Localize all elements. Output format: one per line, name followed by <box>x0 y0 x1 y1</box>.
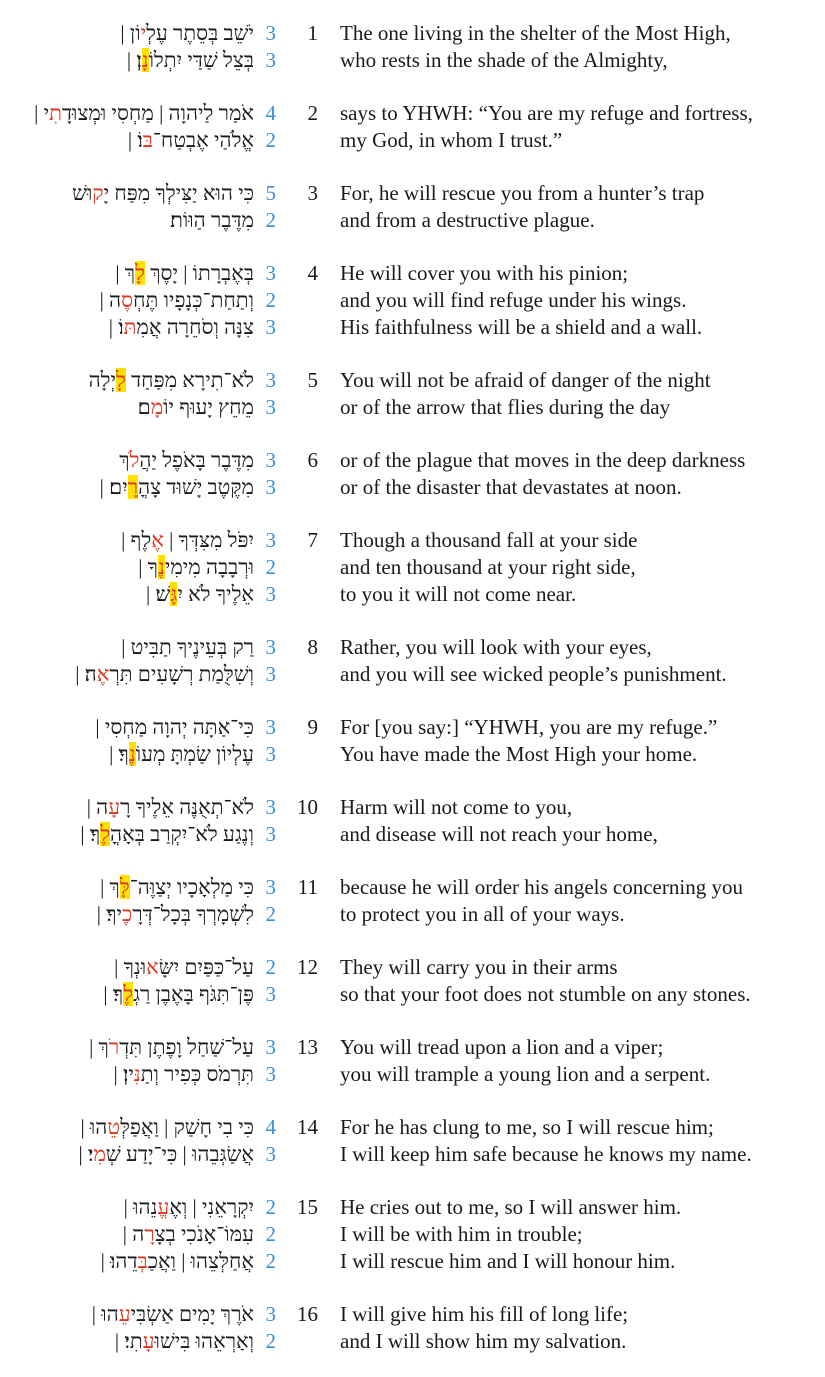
hebrew-segment: ךְ | <box>100 875 120 899</box>
stress-count: 3 <box>265 982 276 1006</box>
stressed-syllable: תִ <box>49 101 62 125</box>
english-translation: you will trample a young lion and a serpent. <box>340 1062 711 1086</box>
verse-block <box>0 20 825 74</box>
verse-number <box>276 474 318 501</box>
verse-block <box>0 714 825 768</box>
hebrew-text <box>0 1301 254 1328</box>
english-translation: I will keep him safe because he knows my name. <box>340 1142 752 1166</box>
verse-number: 12 <box>297 955 318 979</box>
hebrew-text <box>0 714 254 741</box>
hebrew-segment: ן׃ | <box>126 48 142 72</box>
stress-count: 3 <box>265 795 276 819</box>
verse-line <box>0 821 825 848</box>
english-translation: who rests in the shade of the Almighty, <box>340 48 668 72</box>
verse-number <box>276 1141 318 1168</box>
verse-number: 10 <box>297 795 318 819</box>
verse-line <box>0 1221 825 1248</box>
hebrew-text <box>0 901 254 928</box>
stress-count: 3 <box>265 715 276 739</box>
verse-block <box>0 260 825 341</box>
hebrew-segment: י׃ | <box>78 1142 94 1166</box>
verse-line <box>0 260 825 287</box>
hebrew-segment: עֶלְיוֹן שַׂמְתָּ מְעוֹ <box>135 742 254 766</box>
verse-line <box>0 901 825 928</box>
stressed-syllable: נֶ <box>157 555 165 579</box>
stressed-syllable: לָ <box>135 261 145 285</box>
stress-count: 3 <box>265 582 276 606</box>
english-translation: or of the arrow that flies during the day <box>340 395 671 419</box>
hebrew-segment: מִדֶּבֶר הַוּוֹת׃ <box>170 208 254 232</box>
stressed-syllable: תּ <box>123 315 137 339</box>
english-translation: says to YHWH: “You are my refuge and fortress, <box>340 101 753 125</box>
english-translation: For [you say:] “YHWH, you are my refuge.” <box>340 715 718 739</box>
stressed-syllable: נֶ <box>128 742 136 766</box>
english-translation: and disease will not reach your home, <box>340 822 658 846</box>
verse-number: 15 <box>297 1195 318 1219</box>
hebrew-segment: יִפֹּל מִצִּדְּךָ | <box>163 528 254 552</box>
hebrew-segment: לֹא־תְאֻנֶּה אֵלֶיךָ רָ <box>120 795 254 819</box>
stress-count: 3 <box>265 368 276 392</box>
stressed-syllable: טֵ <box>107 1115 121 1139</box>
verse-line <box>0 394 825 421</box>
english-translation: because he will order his angels concerning you <box>340 875 743 899</box>
english-translation: The one living in the shelter of the Most High, <box>340 21 731 45</box>
hebrew-text <box>0 1034 254 1061</box>
verse-number <box>276 741 318 768</box>
verse-number: 9 <box>307 715 318 739</box>
hebrew-segment: כִּי־אַתָּה יְהוָה מַחְסִי | <box>95 715 254 739</box>
verse-line <box>0 714 825 741</box>
verse-line <box>0 180 825 207</box>
hebrew-segment: עַל־שַׁחַל וָפֶתֶן תִּדְ <box>119 1035 254 1059</box>
hebrew-text <box>0 1248 254 1275</box>
verse-line <box>0 874 825 901</box>
english-translation: You will tread upon a lion and a viper; <box>340 1035 664 1059</box>
hebrew-segment: וֹן | <box>120 21 141 45</box>
verse-block <box>0 1034 825 1088</box>
hebrew-segment: בְּצֵל שַׁדַּי יִתְלוֹ <box>148 48 254 72</box>
hebrew-segment: וּשׁ <box>72 181 93 205</box>
verse-block <box>0 874 825 928</box>
verse-number: 3 <box>307 181 318 205</box>
hebrew-text <box>0 260 254 287</box>
hebrew-segment: וּרְבָבָה מִימִי <box>164 555 254 579</box>
hebrew-segment: ךָ | <box>138 555 158 579</box>
verse-line <box>0 981 825 1008</box>
hebrew-text <box>0 1141 254 1168</box>
hebrew-segment: ךְ | <box>115 261 136 285</box>
verse-number: 8 <box>307 635 318 659</box>
english-translation: my God, in whom I trust.” <box>340 128 563 152</box>
hebrew-text <box>0 954 254 981</box>
hebrew-text <box>0 1194 254 1221</box>
english-translation: and you will see wicked people’s punishment. <box>340 662 727 686</box>
stressed-syllable: י <box>140 21 147 45</box>
hebrew-segment: אֹמַר לַיהוָה | מַחְסִי וּמְצוּדָ <box>61 101 254 125</box>
hebrew-segment: צִנָּה וְסֹחֵרָה אֲמִ <box>136 315 254 339</box>
verse-number: 1 <box>307 21 318 45</box>
english-translation: He will cover you with his pinion; <box>340 261 629 285</box>
english-translation: or of the disaster that devastates at noon. <box>340 475 682 499</box>
hebrew-segment: ךְ <box>119 448 130 472</box>
hebrew-text <box>0 394 254 421</box>
hebrew-text <box>0 527 254 554</box>
verse-number: 6 <box>307 448 318 472</box>
stress-count: 2 <box>265 1222 276 1246</box>
verse-block <box>0 954 825 1008</box>
stressed-syllable: סֶ <box>121 288 134 312</box>
stressed-syllable: לָּ <box>119 875 130 899</box>
verse-line <box>0 1194 825 1221</box>
hebrew-segment: יךָ׃ | <box>96 902 123 926</box>
stressed-syllable: אֶ <box>96 662 110 686</box>
hebrew-segment: מִדֶּבֶר בָּאֹפֶל יַהֲ <box>139 448 254 472</box>
verse-number <box>276 554 318 581</box>
hebrew-text <box>0 554 254 581</box>
hebrew-segment: ה | <box>122 1222 145 1246</box>
hebrew-segment: יֹשֵׁב בְּסֵתֶר עֶלְ <box>146 21 254 45</box>
hebrew-segment: שׁ׃ | <box>146 582 171 606</box>
stress-count: 3 <box>265 395 276 419</box>
verse-line <box>0 367 825 394</box>
verse-line <box>0 447 825 474</box>
hebrew-segment: ה׃ | <box>75 662 97 686</box>
hebrew-segment: וְאַרְאֵהוּ בִּישׁוּ <box>154 1329 254 1353</box>
verse-block <box>0 794 825 848</box>
stress-count: 2 <box>265 1329 276 1353</box>
stress-count: 3 <box>265 315 276 339</box>
stress-count: 3 <box>265 261 276 285</box>
hebrew-segment: אֲשַׂגְּבֵהוּ | כִּי־יָדַע שְׁ <box>105 1142 254 1166</box>
verse-number <box>276 394 318 421</box>
hebrew-segment: נֵהוּ | <box>123 1195 158 1219</box>
stressed-syllable: רֹ <box>108 1035 120 1059</box>
verse-number <box>276 581 318 608</box>
hebrew-text <box>0 821 254 848</box>
verse-number: 2 <box>307 101 318 125</box>
verse-line <box>0 1248 825 1275</box>
stressed-syllable: א <box>146 955 159 979</box>
hebrew-text <box>0 874 254 901</box>
hebrew-text <box>0 981 254 1008</box>
verse-line <box>0 954 825 981</box>
verse-number <box>276 1061 318 1088</box>
stress-count: 3 <box>265 448 276 472</box>
verse-number <box>276 287 318 314</box>
stressed-syllable: עֱ <box>157 1195 170 1219</box>
verse-line <box>0 661 825 688</box>
verse-number <box>276 981 318 1008</box>
hebrew-segment: ין׃ | <box>113 1062 134 1086</box>
verse-number: 4 <box>307 261 318 285</box>
hebrew-segment: תִי׃ | <box>114 1329 143 1353</box>
verse-line <box>0 1328 825 1355</box>
verse-number: 11 <box>297 875 318 899</box>
english-translation: Though a thousand fall at your side <box>340 528 638 552</box>
english-translation: I will give him his fill of long life; <box>340 1302 629 1326</box>
english-translation: or of the plague that moves in the deep darkness <box>340 448 746 472</box>
stressed-syllable: כֶ <box>122 902 133 926</box>
hebrew-segment: וֹ׃ | <box>127 128 143 152</box>
hebrew-segment: דֵהוּ׃ | <box>100 1249 138 1273</box>
verse-block <box>0 1194 825 1275</box>
stressed-syllable: לָ <box>115 368 126 392</box>
verse-line <box>0 127 825 154</box>
hebrew-segment: וְשִׁלֻּמַת רְשָׁעִים תִּרְ <box>109 662 254 686</box>
hebrew-text <box>0 634 254 661</box>
hebrew-segment: אֹרֶךְ יָמִים אַשְׂבִּי <box>130 1302 254 1326</box>
stress-count: 3 <box>265 475 276 499</box>
stress-count: 2 <box>265 1249 276 1273</box>
english-translation: I will be with him in trouble; <box>340 1222 583 1246</box>
stressed-syllable: עֵ <box>118 1302 131 1326</box>
stressed-syllable: גָּ <box>170 582 178 606</box>
verse-line <box>0 47 825 74</box>
english-translation: I will rescue him and I will honour him. <box>340 1249 676 1273</box>
stress-count: 2 <box>265 208 276 232</box>
hebrew-segment: ךָ׃ | <box>80 822 101 846</box>
english-translation: For, he will rescue you from a hunter’s trap <box>340 181 705 205</box>
verse-block <box>0 527 825 608</box>
verse-line <box>0 1301 825 1328</box>
verse-line <box>0 1034 825 1061</box>
verse-line <box>0 20 825 47</box>
verse-block <box>0 180 825 234</box>
hebrew-segment: בְּאֶבְרָתוֹ | יָסֶךְ <box>144 261 254 285</box>
english-translation: and I will show him my salvation. <box>340 1329 627 1353</box>
hebrew-segment: מֵחֵץ יָעוּף יוֹ <box>163 395 254 419</box>
english-translation: Rather, you will look with your eyes, <box>340 635 652 659</box>
stressed-syllable: בְּ <box>137 1249 148 1273</box>
verse-number: 7 <box>307 528 318 552</box>
verse-line <box>0 1061 825 1088</box>
stressed-syllable: עָ <box>142 1329 155 1353</box>
stress-count: 2 <box>265 128 276 152</box>
hebrew-segment: כִּי הוּא יַצִּילְךָ מִפַּח יָ <box>103 181 254 205</box>
stress-count: 3 <box>265 48 276 72</box>
hebrew-segment: יִקְרָאֵנִי | וְאֶ <box>169 1195 254 1219</box>
hebrew-segment: כִּי בִי חָשַׁק | וַאֲפַלְּ <box>120 1115 254 1139</box>
verse-number <box>276 821 318 848</box>
english-translation: to you it will not come near. <box>340 582 577 606</box>
verse-number <box>276 1248 318 1275</box>
hebrew-segment: עִמּוֹ־אָנֹכִי בְצָ <box>154 1222 254 1246</box>
hebrew-text <box>0 741 254 768</box>
hebrew-text <box>0 100 254 127</box>
stress-count: 2 <box>265 288 276 312</box>
hebrew-segment: לִשְׁמָרְךָ בְּכָל־דְּרָ <box>132 902 254 926</box>
stress-count: 3 <box>265 1142 276 1166</box>
verse-block <box>0 634 825 688</box>
stressed-syllable: אֶ <box>151 528 164 552</box>
hebrew-segment: ה | <box>86 795 109 819</box>
verse-line <box>0 794 825 821</box>
verse-line <box>0 287 825 314</box>
stress-count: 2 <box>265 955 276 979</box>
hebrew-segment: אֲחַלְּצֵהוּ | וַאֲכַ <box>147 1249 254 1273</box>
verse-line <box>0 581 825 608</box>
english-translation: You have made the Most High your home. <box>340 742 698 766</box>
english-translation: and from a destructive plague. <box>340 208 595 232</box>
verse-number <box>276 1221 318 1248</box>
hebrew-segment: הוּ | <box>80 1115 108 1139</box>
verse-line <box>0 314 825 341</box>
english-translation: so that your foot does not stumble on any stones. <box>340 982 751 1006</box>
verse-number <box>276 207 318 234</box>
verse-number: 14 <box>297 1115 318 1139</box>
stressed-syllable: עָ <box>108 795 121 819</box>
english-translation: Harm will not come to you, <box>340 795 573 819</box>
stress-count: 3 <box>265 1302 276 1326</box>
stressed-syllable: מִ <box>93 1142 106 1166</box>
stress-count: 3 <box>265 21 276 45</box>
hebrew-text <box>0 20 254 47</box>
stress-count: 2 <box>265 555 276 579</box>
english-translation: to protect you in all of your ways. <box>340 902 625 926</box>
stressed-syllable: נָ <box>141 48 149 72</box>
hebrew-segment: כִּי מַלְאָכָיו יְצַוֶּה־ <box>129 875 254 899</box>
stressed-syllable: בּ <box>142 128 153 152</box>
hebrew-text <box>0 447 254 474</box>
hebrew-text <box>0 581 254 608</box>
hebrew-segment: וּנְךָ | <box>114 955 147 979</box>
stressed-syllable: נִּ <box>133 1062 141 1086</box>
verse-number <box>276 901 318 928</box>
hebrew-segment: וְתַחַת־כְּנָפָיו תֶּחְ <box>133 288 254 312</box>
verse-line <box>0 554 825 581</box>
hebrew-segment: הוּ | <box>91 1302 119 1326</box>
stress-count: 4 <box>265 1115 276 1139</box>
hebrew-segment: אֱלֹהַי אֶבְטַח־ <box>152 128 254 152</box>
hebrew-text <box>0 367 254 394</box>
stress-count: 5 <box>265 181 276 205</box>
hebrew-segment: לֹא־תִירָא מִפַּחַד <box>125 368 254 392</box>
verse-number <box>276 127 318 154</box>
stress-count: 3 <box>265 875 276 899</box>
hebrew-segment: עַל־כַּפַּיִם יִשָּׂ <box>158 955 254 979</box>
verse-line <box>0 527 825 554</box>
hebrew-segment: לֶף | <box>121 528 152 552</box>
hebrew-segment: פֶּן־תִּגֹּף בָּאֶבֶן רַגְ <box>133 982 254 1006</box>
hebrew-text <box>0 661 254 688</box>
stress-count: 3 <box>265 1035 276 1059</box>
english-translation: They will carry you in their arms <box>340 955 618 979</box>
english-translation: His faithfulness will be a shield and a wall. <box>340 315 703 339</box>
stress-count: 3 <box>265 742 276 766</box>
hebrew-text <box>0 287 254 314</box>
hebrew-segment: ם׃ <box>137 395 151 419</box>
hebrew-segment: מִקֶּטֶב יָשׁוּד צָהֳ <box>138 475 254 499</box>
hebrew-segment: וֹ׃ | <box>108 315 124 339</box>
stress-count: 2 <box>265 1195 276 1219</box>
hebrew-text <box>0 1114 254 1141</box>
verse-block <box>0 1114 825 1168</box>
stress-count: 3 <box>265 635 276 659</box>
english-translation: and you will find refuge under his wings. <box>340 288 687 312</box>
hebrew-segment: ה | <box>99 288 122 312</box>
hebrew-segment: תִּרְמֹס כְּפִיר וְתַ <box>140 1062 254 1086</box>
hebrew-segment: יִם׃ | <box>99 475 128 499</box>
stressed-syllable: מָ <box>150 395 164 419</box>
verse-line <box>0 1141 825 1168</box>
verse-line <box>0 474 825 501</box>
hebrew-segment: ךָ׃ | <box>103 982 124 1006</box>
stress-count: 4 <box>265 101 276 125</box>
hebrew-text <box>0 180 254 207</box>
verse-block <box>0 100 825 154</box>
stressed-syllable: ק <box>92 181 104 205</box>
stressed-syllable: לֹ <box>129 448 140 472</box>
english-translation: For he has clung to me, so I will rescue him; <box>340 1115 714 1139</box>
stressed-syllable: רָ <box>127 475 139 499</box>
stress-count: 3 <box>265 662 276 686</box>
hebrew-text <box>0 1061 254 1088</box>
verse-block <box>0 367 825 421</box>
stressed-syllable: לֶ <box>100 822 111 846</box>
verse-number <box>276 47 318 74</box>
hebrew-segment: אֵלֶיךָ לֹא יִ <box>177 582 254 606</box>
verse-number <box>276 314 318 341</box>
verse-number <box>276 1328 318 1355</box>
verse-line <box>0 1114 825 1141</box>
hebrew-text <box>0 47 254 74</box>
hebrew-text <box>0 794 254 821</box>
hebrew-segment: רַק בְּעֵינֶיךָ תַבִּיט | <box>121 635 254 659</box>
verse-line <box>0 100 825 127</box>
verse-block <box>0 1301 825 1355</box>
verse-number <box>276 661 318 688</box>
hebrew-segment: י | <box>34 101 50 125</box>
verse-number: 5 <box>307 368 318 392</box>
hebrew-text <box>0 474 254 501</box>
verse-line <box>0 741 825 768</box>
stress-count: 3 <box>265 822 276 846</box>
stress-count: 3 <box>265 528 276 552</box>
hebrew-segment: וְנֶגַע לֹא־יִקְרַב בְּאָהֳ <box>110 822 254 846</box>
stress-count: 2 <box>265 902 276 926</box>
stress-count: 3 <box>265 1062 276 1086</box>
hebrew-text <box>0 1328 254 1355</box>
verse-line <box>0 207 825 234</box>
hebrew-segment: ךָ׃ | <box>109 742 129 766</box>
hebrew-text <box>0 127 254 154</box>
verse-number: 16 <box>297 1302 318 1326</box>
hebrew-text <box>0 207 254 234</box>
stressed-syllable: לֶ <box>123 982 134 1006</box>
verse-number: 13 <box>297 1035 318 1059</box>
english-translation: and ten thousand at your right side, <box>340 555 636 579</box>
stressed-syllable: רָ <box>144 1222 155 1246</box>
hebrew-segment: יְלָה <box>88 368 116 392</box>
verse-line <box>0 634 825 661</box>
english-translation: He cries out to me, so I will answer him. <box>340 1195 682 1219</box>
hebrew-text <box>0 314 254 341</box>
english-translation: You will not be afraid of danger of the night <box>340 368 711 392</box>
verse-block <box>0 447 825 501</box>
hebrew-text <box>0 1221 254 1248</box>
hebrew-segment: ךְ | <box>89 1035 109 1059</box>
